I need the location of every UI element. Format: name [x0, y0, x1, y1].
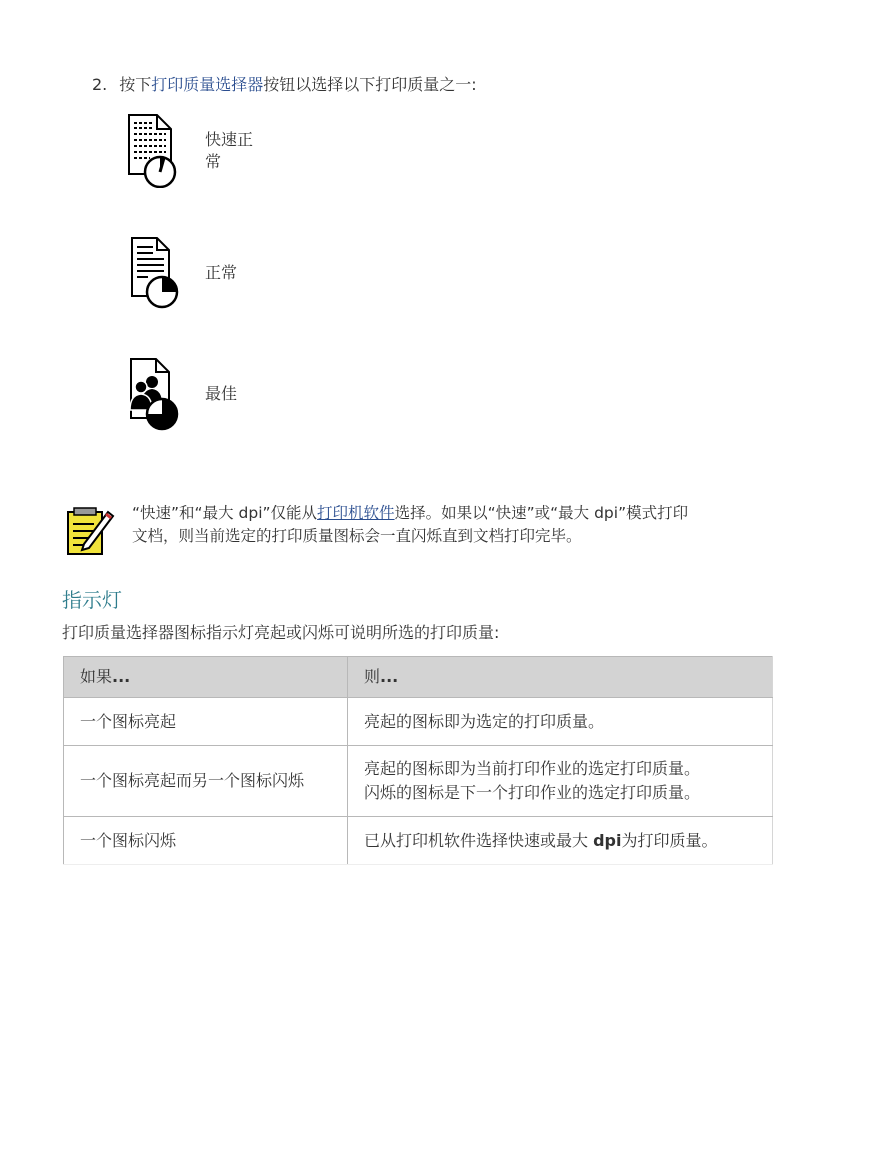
result-cell [348, 698, 773, 746]
notepad-pencil-icon [64, 504, 116, 558]
result-line: 亮起的图标即为选定的打印质量。 [364, 711, 605, 731]
result-pre: 已从打印机软件选择快速或最大 [364, 830, 594, 850]
note-text [132, 502, 702, 548]
header-if [64, 657, 348, 698]
fast-normal-doc-clock-icon [126, 112, 182, 188]
result-cell [348, 817, 773, 865]
note-part2: 选择。如果以“快速”或“最大 dpi”模式打印文档，则当前选定的打印质量图标会一直闪烁直到文档打印完毕。 [132, 504, 689, 545]
header-then [348, 657, 773, 698]
condition-cell: 一个图标闪烁 [64, 817, 348, 865]
section-title: 指示灯 [62, 588, 122, 612]
printer-software-link[interactable]: 打印机软件 [317, 504, 395, 522]
best-photo-clock-icon [126, 356, 182, 432]
step-instruction [92, 72, 477, 95]
table-header-row [64, 657, 773, 698]
note-part1: “快速”和“最大 dpi”仅能从 [132, 504, 318, 522]
condition-cell: 一个图标亮起 [64, 698, 348, 746]
mode-label-best: 最佳 [205, 384, 238, 403]
table-row [64, 746, 773, 817]
section-intro: 打印质量选择器图标指示灯亮起或闪烁可说明所选的打印质量: [62, 623, 500, 642]
step-number: 2. [92, 75, 108, 94]
header-if-text: 如果 [80, 667, 113, 686]
quality-selector-link[interactable]: 打印质量选择器 [151, 75, 264, 94]
header-then-text: 则 [364, 667, 381, 686]
table-row [64, 817, 773, 865]
step-suffix: 按钮以选择以下打印质量之一: [263, 75, 477, 94]
result-line: 亮起的图标即为当前打印作业的选定打印质量。 [364, 759, 701, 778]
result-cell [348, 746, 773, 817]
header-then-dots: ... [380, 667, 399, 686]
mode-label-fast-normal: 快速正常 [205, 130, 254, 171]
indicator-table [63, 656, 773, 865]
result-post: 为打印质量。 [621, 830, 718, 850]
result-line: 闪烁的图标是下一个打印作业的选定打印质量。 [364, 783, 701, 802]
mode-label-normal: 正常 [205, 263, 238, 282]
normal-doc-clock-icon [126, 234, 182, 310]
table-row [64, 698, 773, 746]
step-prefix: 按下 [119, 75, 152, 94]
condition-cell: 一个图标亮起而另一个图标闪烁 [64, 746, 348, 817]
header-if-dots: ... [112, 667, 131, 686]
result-bold-dpi: dpi [593, 830, 622, 850]
